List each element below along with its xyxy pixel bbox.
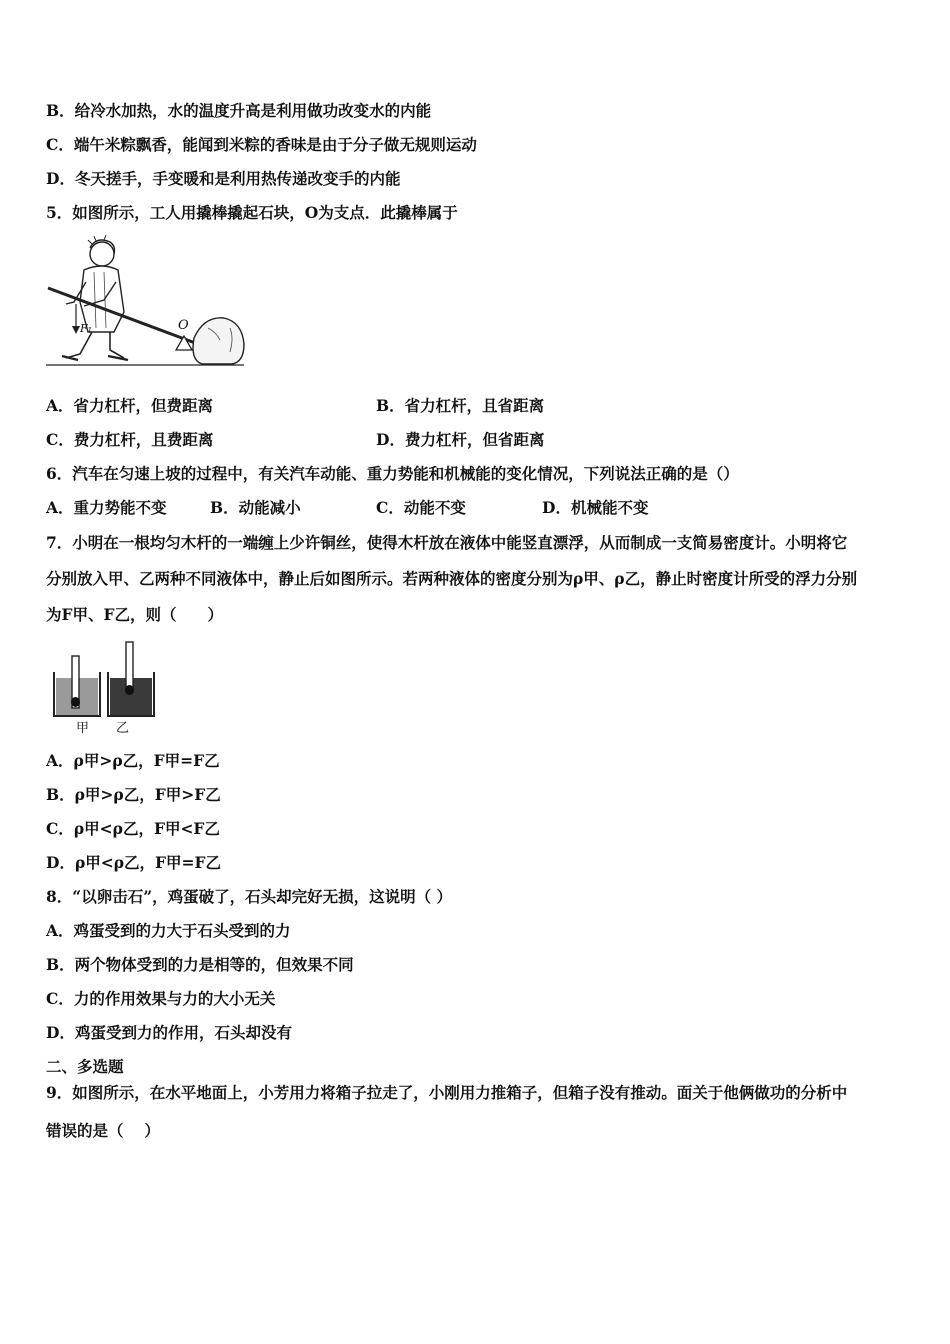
label-o: O [178, 318, 189, 333]
q8-option-b: B．两个物体受到的力是相等的，但效果不同 [46, 955, 354, 974]
q7-option-a: A．ρ甲>ρ乙，F甲=F乙 [46, 751, 220, 770]
hydrometer-figure [50, 638, 162, 722]
section-heading: 二、多选题 [46, 1057, 124, 1076]
q5-option-c: C．费力杠杆，且费距离 [46, 430, 214, 449]
q7-option-b: B．ρ甲>ρ乙，F甲>F乙 [46, 785, 221, 804]
q5-option-d: D．费力杠杆，但省距离 [376, 430, 545, 449]
q5-option-a: A．省力杠杆，但费距离 [46, 396, 214, 415]
q8-option-a: A．鸡蛋受到的力大于石头受到的力 [46, 921, 291, 940]
q7-stem-line2: 分别放入甲、乙两种不同液体中，静止后如图所示。若两种液体的密度分别为ρ甲、ρ乙，静止时密度计所受的浮力分别 [46, 569, 858, 588]
label-f1: F₁ [80, 322, 93, 335]
q9-stem-line2: 错误的是（ ） [46, 1121, 160, 1140]
q7-stem-line1: 7．小明在一根均匀木杆的一端缠上少许铜丝，使得木杆放在液体中能竖直漂浮，从而制成一支简易密度计。小明将它 [46, 533, 848, 552]
q5-stem: 5．如图所示，工人用撬棒撬起石块，O为支点．此撬棒属于 [46, 203, 458, 222]
q4-option-b: B．给冷水加热，水的温度升高是利用做功改变水的内能 [46, 101, 432, 120]
q4-option-d: D．冬天搓手，手变暖和是利用热传递改变手的内能 [46, 169, 401, 188]
q9-stem-line1: 9．如图所示，在水平地面上，小芳用力将箱子拉走了，小刚用力推箱子，但箱子没有推动。面关于他俩做功的分析中 [46, 1083, 848, 1102]
q7-option-d: D．ρ甲<ρ乙，F甲=F乙 [46, 853, 222, 872]
label-jia: 甲 [76, 721, 90, 736]
q6-option-c: C．动能不变 [376, 498, 466, 517]
q7-option-c: C．ρ甲<ρ乙，F甲<F乙 [46, 819, 220, 838]
q8-stem: 8．“以卵击石”，鸡蛋破了，石头却完好无损，这说明（ ） [46, 887, 453, 906]
q6-option-a: A．重力势能不变 [46, 498, 167, 517]
q8-option-c: C．力的作用效果与力的大小无关 [46, 989, 276, 1008]
lever-worker-figure [44, 232, 249, 372]
label-yi: 乙 [116, 721, 130, 736]
q6-option-b: B．动能减小 [210, 498, 301, 517]
q4-option-c: C．端午米粽飘香，能闻到米粽的香味是由于分子做无规则运动 [46, 135, 477, 154]
q8-option-d: D．鸡蛋受到力的作用，石头却没有 [46, 1023, 292, 1042]
q6-option-d: D．机械能不变 [542, 498, 649, 517]
q7-stem-line3: 为F甲、F乙，则（ ） [46, 605, 224, 624]
q6-stem: 6．汽车在匀速上坡的过程中，有关汽车动能、重力势能和机械能的变化情况，下列说法正确的是（） [46, 464, 739, 483]
q5-option-b: B．省力杠杆，且省距离 [376, 396, 545, 415]
